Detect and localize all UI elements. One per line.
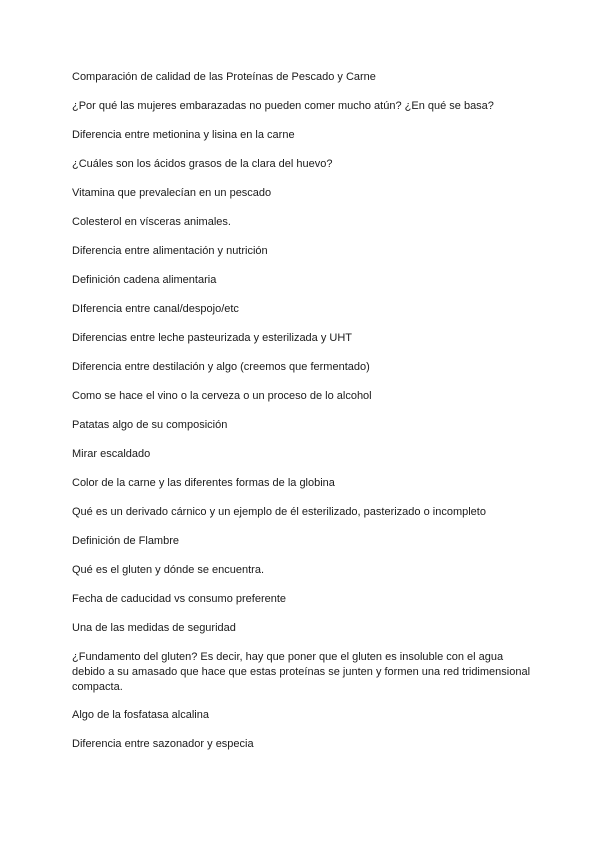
question-item: ¿Por qué las mujeres embarazadas no pueden comer mucho atún? ¿En qué se basa? [72,100,494,112]
question-item: Una de las medidas de seguridad [72,622,236,634]
question-item: Algo de la fosfatasa alcalina [72,709,209,721]
question-item: Fecha de caducidad vs consumo preferente [72,593,287,605]
question-item: Colesterol en vísceras animales. [72,216,231,228]
question-item: Patatas algo de su composición [72,419,228,431]
question-item: DIferencia entre canal/despojo/etc [72,303,239,315]
question-item: Mirar escaldado [72,448,151,460]
question-item: Qué es el gluten y dónde se encuentra. [72,564,265,576]
question-item: Diferencia entre sazonador y especia [72,738,254,750]
document-page [72,70,532,766]
question-item: Como se hace el vino o la cerveza o un proceso de lo alcohol [72,390,372,402]
question-item: Diferencia entre metionina y lisina en la carne [72,129,295,141]
question-item: ¿Fundamento del gluten? Es decir, hay que poner que el gluten es insoluble con el agua debido a su amasado que hace que estas proteínas se junten y formen una red tridimensional compacta. [72,651,531,693]
question-item: Comparación de calidad de las Proteínas de Pescado y Carne [72,71,376,83]
question-item: Diferencia entre alimentación y nutrición [72,245,268,257]
question-item: Vitamina que prevalecían en un pescado [72,187,272,199]
question-item: Color de la carne y las diferentes formas de la globina [72,477,335,489]
question-item: Definición de Flambre [72,535,179,547]
question-item: ¿Cuáles son los ácidos grasos de la clara del huevo? [72,158,333,170]
question-item: Diferencia entre destilación y algo (creemos que fermentado) [72,361,370,373]
question-item: Definición cadena alimentaria [72,274,217,286]
question-item: Qué es un derivado cárnico y un ejemplo de él esterilizado, pasterizado o incompleto [72,506,486,518]
question-item: Diferencias entre leche pasteurizada y esterilizada y UHT [72,332,353,344]
